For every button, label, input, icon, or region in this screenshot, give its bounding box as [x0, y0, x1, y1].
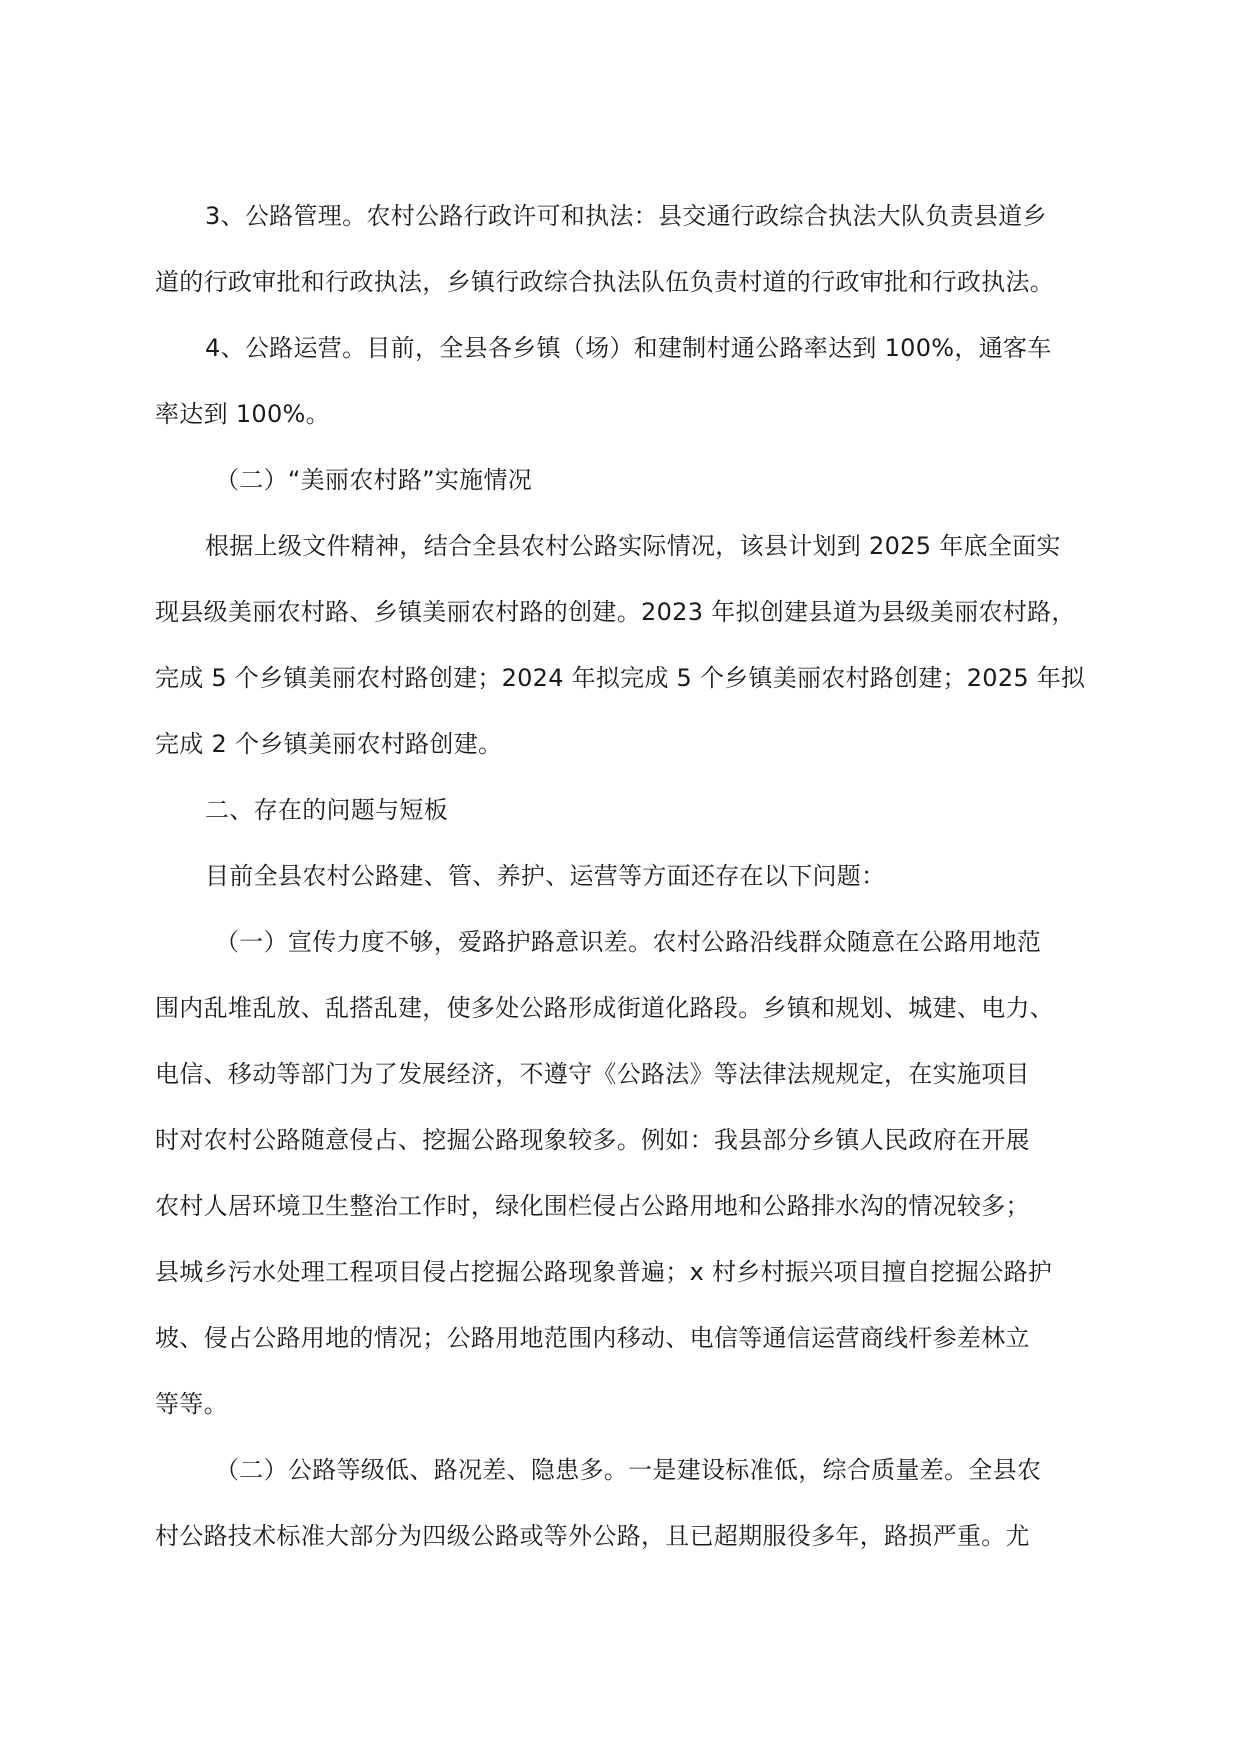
paragraph-problem-two — [155, 1437, 1075, 1569]
text-line: 道的行政审批和行政执法，乡镇行政综合执法队伍负责村道的行政审批和行政执法。 — [155, 268, 1055, 296]
text-line: （一）宣传力度不够，爱路护路意识差。农村公路沿线群众随意在公路用地范 — [215, 928, 1042, 956]
section-heading: 二、存在的问题与短板 — [205, 796, 448, 824]
text-line: 坡、侵占公路用地的情况；公路用地范围内移动、电信等通信运营商线杆参差林立 — [155, 1324, 1030, 1352]
paragraph-road-operation — [155, 315, 1075, 447]
document-body — [155, 183, 1086, 1569]
text-line: 根据上级文件精神，结合全县农村公路实际情况，该县计划到 2025 年底全面实 — [205, 532, 1061, 560]
text-line: 村公路技术标准大部分为四级公路或等外公路，且已超期服役多年，路损严重。尤 — [155, 1522, 1030, 1550]
text-line: 电信、移动等部门为了发展经济，不遵守《公路法》等法律法规规定，在实施项目 — [155, 1060, 1030, 1088]
text-line: 完成 5 个乡镇美丽农村路创建；2024 年拟完成 5 个乡镇美丽农村路创建；2025 年拟 — [155, 664, 1086, 692]
text-line: 4、公路运营。目前，全县各乡镇（场）和建制村通公路率达到 100%，通客车 — [205, 334, 1052, 362]
text-line: 完成 2 个乡镇美丽农村路创建。 — [155, 730, 503, 758]
text-line: 目前全县农村公路建、管、养护、运营等方面还存在以下问题： — [205, 862, 886, 890]
paragraph-plan — [155, 513, 1086, 777]
text-line: 现县级美丽农村路、乡镇美丽农村路的创建。2023 年拟创建县道为县级美丽农村路， — [155, 598, 1076, 626]
section-subheading: （二）“美丽农村路”实施情况 — [215, 466, 533, 494]
text-line: 等等。 — [155, 1390, 228, 1418]
paragraph-problems-intro — [155, 843, 1075, 909]
text-line: 县城乡污水处理工程项目侵占挖掘公路现象普遍；x 村乡村振兴项目擅自挖掘公路护 — [155, 1258, 1053, 1286]
paragraph-problem-one — [155, 909, 1075, 1437]
text-line: 围内乱堆乱放、乱搭乱建，使多处公路形成街道化路段。乡镇和规划、城建、电力、 — [155, 994, 1055, 1022]
text-line: 3、公路管理。农村公路行政许可和执法：县交通行政综合执法大队负责县道乡 — [205, 202, 1047, 230]
text-line: 时对农村公路随意侵占、挖掘公路现象较多。例如：我县部分乡镇人民政府在开展 — [155, 1126, 1030, 1154]
heading-problems — [155, 777, 1075, 843]
text-line: 农村人居环境卫生整治工作时，绿化围栏侵占公路用地和公路排水沟的情况较多； — [155, 1192, 1030, 1220]
text-line: （二）公路等级低、路况差、隐患多。一是建设标准低，综合质量差。全县农 — [215, 1456, 1042, 1484]
paragraph-road-management — [155, 183, 1075, 315]
text-line: 率达到 100%。 — [155, 400, 330, 428]
subheading-beautiful-rural-roads — [155, 447, 1075, 513]
